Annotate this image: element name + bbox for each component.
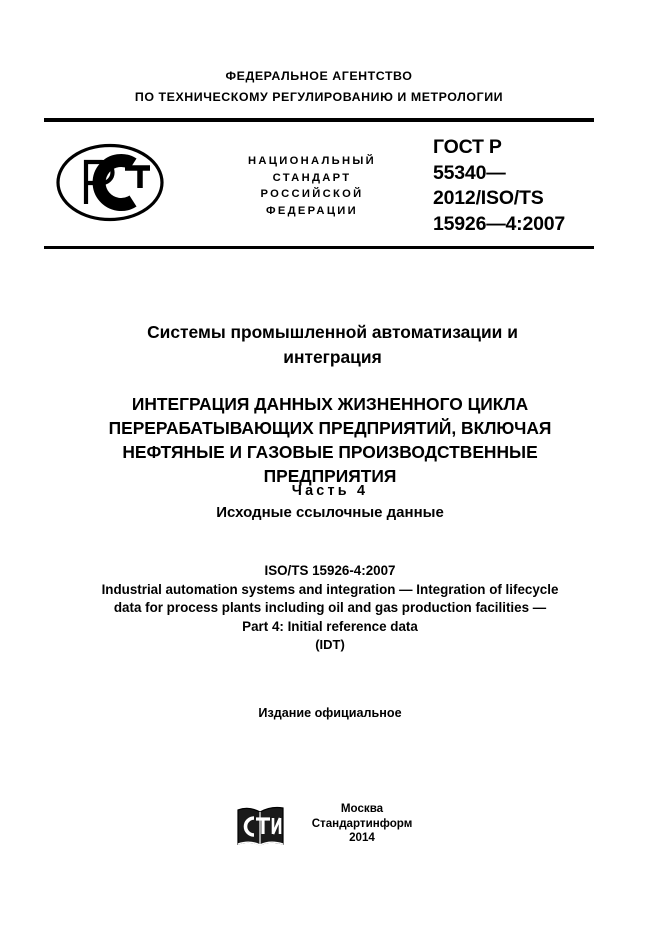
standartinform-logo-icon (236, 804, 286, 850)
national-standard-line-1: НАЦИОНАЛЬНЫЙ (248, 155, 376, 167)
national-standard-caption (222, 153, 402, 219)
designation-line-4: 15926—4:2007 (433, 212, 566, 235)
title-ru-scope-line-2: интеграция (283, 346, 382, 367)
header-divider-thin (44, 246, 594, 249)
title-ru-scope (60, 320, 605, 369)
publisher-year: 2014 (349, 831, 375, 845)
agency-header-line-1: ФЕДЕРАЛЬНОЕ АГЕНТСТВО (225, 69, 413, 83)
title-ru-scope-line-1: Системы промышленной автоматизации и (147, 322, 518, 342)
agency-header (44, 66, 594, 108)
agency-header-line-2: ПО ТЕХНИЧЕСКОМУ РЕГУЛИРОВАНИЮ И МЕТРОЛОГИИ (134, 90, 504, 104)
title-ru-main (50, 392, 610, 488)
designation-line-1: ГОСТ Р (433, 136, 502, 158)
publisher-block (236, 802, 436, 857)
designation-line-2: 55340— (433, 161, 506, 184)
national-standard-line-4: ФЕДЕРАЦИИ (266, 204, 358, 217)
title-en-block (40, 562, 620, 655)
designation-line-3: 2012/ISO/TS (433, 187, 544, 209)
national-standard-line-2: СТАНДАРТ (272, 171, 352, 184)
title-en-standard-ref: ISO/TS 15926-4:2007 (264, 563, 396, 578)
standard-designation (433, 135, 608, 237)
title-en-line-3: Part 4: Initial reference data (242, 618, 418, 634)
title-ru-main-line-4: ПРЕДПРИЯТИЯ (263, 466, 397, 486)
publisher-city: Москва (340, 802, 384, 815)
part-subtitle: Исходные ссылочные данные (216, 504, 444, 521)
title-ru-main-line-1: ИНТЕГРАЦИЯ ДАННЫХ ЖИЗНЕННОГО ЦИКЛА (131, 394, 529, 414)
title-ru-main-line-2: ПЕРЕРАБАТЫВАЮЩИХ ПРЕДПРИЯТИЙ, ВКЛЮЧАЯ (108, 418, 552, 438)
title-en-line-2: data for process plants including oil and gas production facilities — (113, 600, 547, 615)
part-number: Часть 4 (291, 483, 369, 499)
publisher-name: Стандартинформ (311, 816, 413, 830)
national-standard-line-3: РОССИЙСКОЙ (260, 188, 364, 200)
title-en-equivalence: (IDT) (315, 637, 345, 652)
gost-r-emblem-icon (55, 142, 165, 223)
title-en-line-1: Industrial automation systems and integration — Integration of lifecycle (101, 581, 559, 597)
official-edition-label: Издание официальное (258, 706, 402, 720)
title-ru-main-line-3: НЕФТЯНЫЕ И ГАЗОВЫЕ ПРОИЗВОДСТВЕННЫЕ (122, 442, 538, 462)
publisher-imprint (292, 802, 432, 846)
header-divider-thick (44, 118, 594, 122)
